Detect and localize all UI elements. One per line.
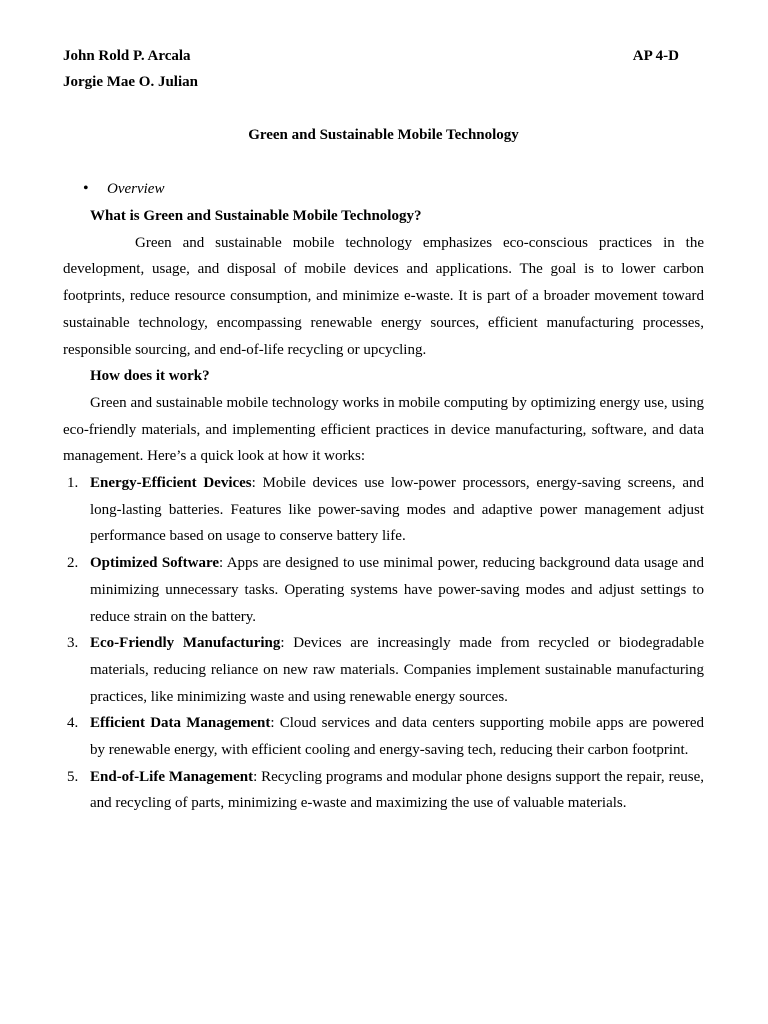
header-row-2 bbox=[63, 72, 704, 92]
list-item-text: : Recycling programs and modular phone designs support the repair, reuse, and recycling of parts, minimizing e-waste and maximizing the use of valuable materials. bbox=[90, 768, 704, 812]
list-item-number: 3. bbox=[67, 635, 79, 652]
list-item-number: 4. bbox=[67, 715, 79, 732]
document-body bbox=[63, 203, 704, 817]
list-item bbox=[63, 630, 704, 710]
overview-label: Overview bbox=[107, 181, 165, 197]
how-paragraph: Green and sustainable mobile technology works in mobile computing by optimizing energy use, using eco-friendly materials, and implementing efficient practices in device manufacturing, software, and data management. Here’s a quick look at how it works: bbox=[63, 394, 704, 465]
what-paragraph: Green and sustainable mobile technology emphasizes eco-conscious practices in the development, usage, and disposal of mobile devices and applications. The goal is to lower carbon footprints, reduce resource consumption, and minimize e-waste. It is part of a broader movement toward sustainable technology, encompassing renewable energy sources, efficient manufacturing processes, responsible sourcing, and end-of-life recycling or upcycling. bbox=[63, 234, 704, 358]
list-item-term: Optimized Software bbox=[90, 555, 220, 572]
document-title: Green and Sustainable Mobile Technology bbox=[248, 127, 519, 143]
list-item-term: Energy-Efficient Devices bbox=[90, 475, 252, 492]
list-item-text: : Apps are designed to use minimal power, reducing background data usage and minimizing unnecessary tasks. Operating systems have power-saving modes and adjust settings to reduce strain on the battery. bbox=[90, 555, 705, 625]
list-item-text: : Mobile devices use low-power processors, energy-saving screens, and long-lasting batteries. Features like power-saving modes and adaptive power management adjust performance based on usage to conserve battery life. bbox=[90, 475, 704, 545]
how-heading: How does it work? bbox=[90, 368, 210, 385]
list-item-number: 1. bbox=[67, 475, 79, 492]
author-name-2: Jorgie Mae O. Julian bbox=[63, 74, 198, 90]
list-item bbox=[63, 710, 704, 763]
list-item bbox=[63, 764, 704, 817]
list-item-number: 5. bbox=[67, 768, 79, 785]
overview-bullet-item bbox=[83, 179, 164, 199]
list-item-text: : Devices are increasingly made from recycled or biodegradable materials, reducing reliance on new raw materials. Companies implement sustainable manufacturing practices, like minimizing waste and using renewable energy sources. bbox=[90, 635, 705, 705]
header-row bbox=[63, 46, 704, 66]
bullet-icon: • bbox=[83, 180, 89, 197]
list-item bbox=[63, 550, 704, 630]
list-item bbox=[63, 470, 704, 550]
list-item-text: : Cloud services and data centers supporting mobile apps are powered by renewable energy, with efficient cooling and energy-saving tech, reducing their carbon footprint. bbox=[90, 715, 704, 759]
list-item-term: End-of-Life Management bbox=[90, 768, 254, 785]
list-item-term: Eco-Friendly Manufacturing bbox=[90, 635, 281, 652]
what-heading: What is Green and Sustainable Mobile Technology? bbox=[90, 208, 422, 224]
section-label: AP 4-D bbox=[632, 48, 679, 64]
list-item-number: 2. bbox=[67, 555, 79, 572]
author-name-1: John Rold P. Arcala bbox=[63, 48, 191, 64]
list-item-term: Efficient Data Management bbox=[90, 715, 271, 732]
steps-list bbox=[63, 470, 704, 817]
